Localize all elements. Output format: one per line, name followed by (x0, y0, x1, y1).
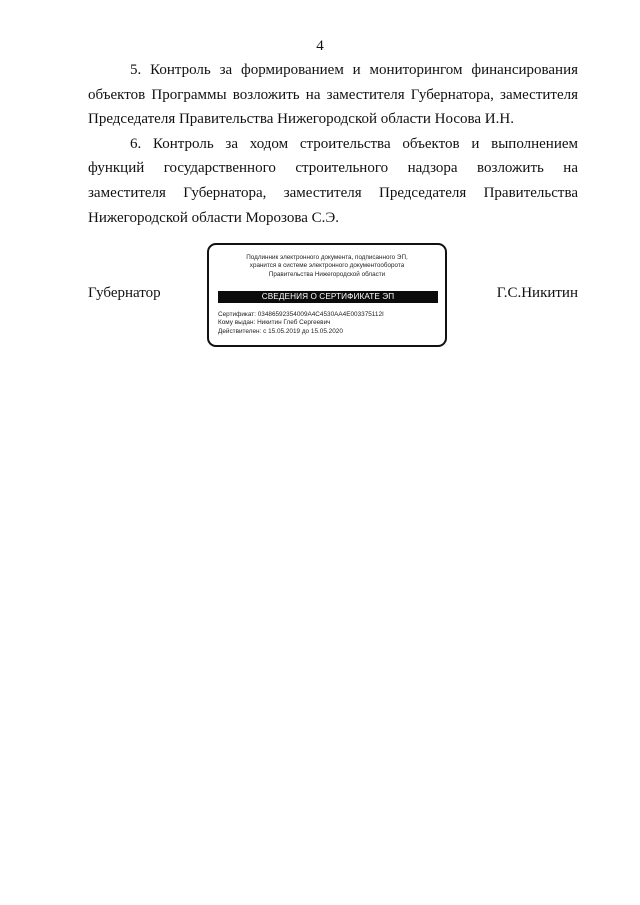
stamp-header-line: Подлинник электронного документа, подписанного ЭП, (246, 254, 408, 261)
certificate-details (218, 311, 440, 336)
document-body (88, 58, 578, 230)
certificate-details-title: СВЕДЕНИЯ О СЕРТИФИКАТЕ ЭП (218, 291, 438, 303)
certificate-owner: Кому выдан: Никитин Глеб Сергеевич (218, 319, 331, 327)
paragraph-5: 5. Контроль за формированием и мониторингом финансирования объектов Программы возложить на заместителя Губернатора, заместителя Председателя Правительства Нижегородской области Носова И.Н. (88, 62, 578, 128)
signatory-position: Губернатор (88, 285, 161, 301)
paragraph-6: 6. Контроль за ходом строительства объектов и выполнением функций государственного строительного надзора возложить на заместителя Губернатора, заместителя Председателя Правительства Нижегородской области Морозова С.Э. (88, 135, 578, 226)
stamp-header-line: хранится в системе электронного документооборота (249, 262, 405, 270)
electronic-signature-stamp (207, 243, 447, 347)
stamp-header (209, 254, 445, 279)
signature-block (88, 243, 578, 349)
signatory-name: Г.С.Никитин (496, 285, 578, 301)
stamp-header-line: Правительства Нижегородской области (268, 270, 386, 278)
page-number: 4 (316, 38, 324, 54)
certificate-validity: Действителен: с 15.05.2019 до 15.05.2020 (218, 327, 343, 335)
certificate-number: Сертификат: 03486592354009A4C4530AA4E003375112I (218, 311, 384, 318)
